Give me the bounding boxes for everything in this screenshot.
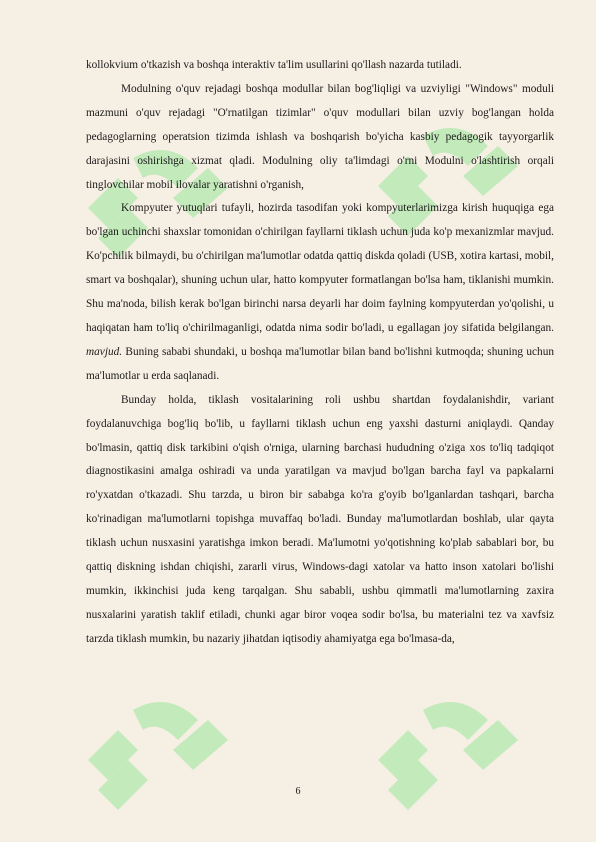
paragraph: kollokvium o'tkazish va boshqa interaktiv ta'lim usullarini qo'llash nazarda tutiladi. bbox=[86, 59, 462, 71]
paragraph-text: Kompyuter yutuqlari tufayli, hozirda tasodifan yoki kompyuterlarimizga kirish huquqiga ega bo'lgan uchinchi shaxslar tomonidan o'chirilgan fayllarni tiklash uchun juda ko'p mexanizmlar mavjud. Ko'pchilik bilmaydi, bu o'chirilgan ma'lumotlar odatda qattiq diskda qoladi (USB, xotira kartasi, mobil, smart va boshqalar), shuning uchun ular, hatto kompyuter formatlangan bo'lsa ham, tiklanishi mumkin. Shu ma'noda, bilish kerak bo'lgan birinchi narsa deyarli har doim faylning kompyuterdan yo'qolishi, u haqiqatan ham to'liq o'chirilmaganligi, odatda nima sodir bo'ladi, u egallagan joy sifatida belgilangan. bbox=[86, 202, 554, 334]
paragraph-text: Buning sababi shundaki, u boshqa ma'lumotlar bilan band bo'lishni kutmoqda; shuning uchun ma'lumotlar u erda saqlanadi. bbox=[86, 345, 554, 382]
page-number: 6 bbox=[295, 786, 301, 797]
paragraph: Bunday holda, tiklash vositalarining roli ushbu shartdan foydalanishdir, variant foydalanuvchiga bog'liq bo'lib, u fayllarni tiklash uchun eng yaxshi dasturni aniqlaydi. Qanday bo'lmasin, qattiq disk tarkibini o'qish o'rniga, ularning barchasi hududning o'ziga xos to'liq tadqiqot diagnostikasini amalga oshiradi va unda yaratilgan va mavjud bo'lgan barcha fayl va papkalarni ro'yxatdan o'tkazadi. Shu tarzda, u biron bir sababga ko'ra g'oyib bo'lganlardan tashqari, barcha ko'rinadigan ma'lumotlarni topishga muvaffaq bo'ladi. Bunday ma'lumotlardan boshlab, ular qayta tiklash uchun nusxasini yaratishga imkon beradi. Ma'lumotni yo'qotishning ko'plab sabablari bor, bu qattiq diskning ishdan chiqishi, zararli virus, Windows-dagi xatolar va hatto inson xatolari bo'lishi mumkin, ikkinchisi juda keng tarqalgan. Shu sababli, ushbu qimmatli ma'lumotlarning zaxira nusxalarini yaratish taklif etiladi, chunki agar biror voqea sodir bo'lsa, bu materialni tez va xavfsiz tarzda tiklash mumkin, bu nazariy jihatdan iqtisodiy ahamiyatga ega bo'lmasa-da, bbox=[86, 393, 554, 645]
paragraph bbox=[86, 197, 554, 388]
watermark-logo-icon bbox=[78, 690, 238, 840]
watermark-logo-icon bbox=[368, 690, 528, 840]
document-body bbox=[86, 54, 554, 652]
paragraph: Modulning o'quv rejadagi boshqa modullar bilan bog'liqligi va uzviyligi "Windows" moduli mazmuni o'quv rejadagi "O'rnatilgan tizimlar" o'quv modullari bilan uzviy bog'langan holda pedagoglarning operatsion tizimda ishlash va boshqarish bo'yicha kasbiy pedagogik tayyorgarlik darajasini oshirishga xizmat qladi. Modulning oliy ta'limdagi o'rni Modulni o'lashtirish orqali tinglovchilar mobil ilovalar yaratishni o'rganish, bbox=[86, 82, 554, 191]
italic-term: mavjud. bbox=[86, 345, 123, 358]
